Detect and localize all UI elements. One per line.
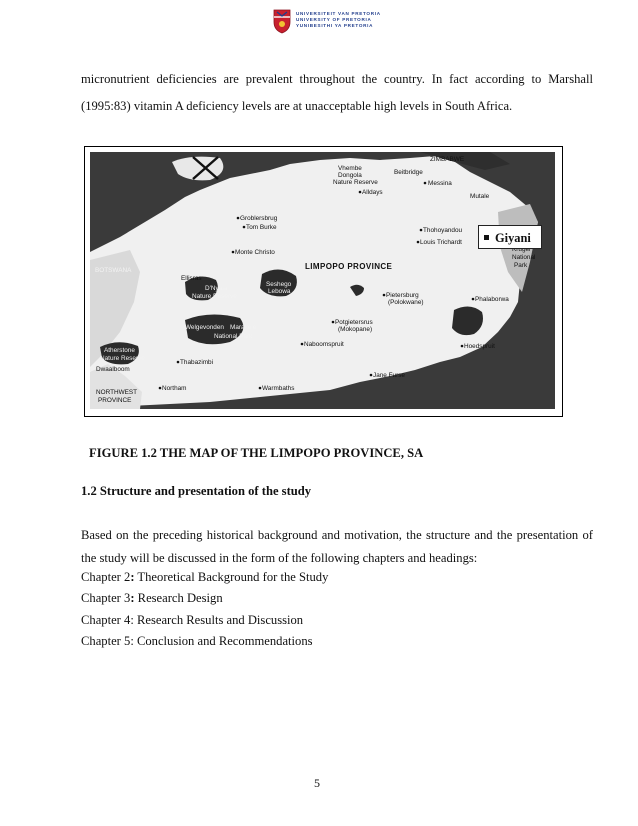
label-northwest-2: PROVINCE xyxy=(98,397,132,404)
map-figure xyxy=(84,146,563,417)
label-zimbabwe: ZIMBABWE xyxy=(430,156,465,163)
label-province-title: LIMPOPO PROVINCE xyxy=(305,262,393,271)
label-nature-reserve-1: Nature Reserve xyxy=(333,179,378,186)
label-northam: Northam xyxy=(162,385,187,392)
label-nature-reserve-3: Nature Reserve xyxy=(100,355,145,362)
intro-line-2: (1995:83) vitamin A deficiency levels are at unacceptable high levels in South Africa. xyxy=(81,99,513,113)
label-botswana: BOTSWANA xyxy=(95,267,132,274)
label-dwaalboom: Dwaalboom xyxy=(96,366,130,373)
giyani-label: Giyani xyxy=(495,231,531,245)
label-dongola: Dongola xyxy=(338,172,362,179)
label-pietersburg: Pietersburg xyxy=(386,292,419,299)
chapter-item: Chapter 3: Research Design xyxy=(81,591,223,606)
label-warmbaths: Warmbaths xyxy=(262,385,295,392)
label-mokopane: (Mokopane) xyxy=(338,326,373,333)
logo-wordmark: UNIVERSITEIT VAN PRETORIA UNIVERSITY OF PRETORIA YUNIBESITHI YA PRETORIA xyxy=(296,11,381,29)
label-vhembe: Vhembe xyxy=(338,165,362,172)
label-potgietersrus: Potgietersrus xyxy=(335,319,373,326)
body-line-2: the study will be discussed in the form of the following chapters and headings: xyxy=(81,551,478,565)
limpopo-map xyxy=(90,152,555,409)
chapter-item: Chapter 4: Research Results and Discussion xyxy=(81,612,304,627)
label-kruger-3: Park xyxy=(514,262,528,269)
label-messina: Messina xyxy=(428,180,452,187)
university-logo xyxy=(272,8,392,34)
label-atherstone: Atherstone xyxy=(104,347,135,354)
label-dnyala: D'Nyala xyxy=(205,285,228,292)
label-thabazimbi: Thabazimbi xyxy=(180,359,214,366)
chapter-item: Chapter 5: Conclusion and Recommendations xyxy=(81,634,313,649)
intro-line-1: micronutrient deficiencies are prevalent throughout the country. In fact according to Marshall xyxy=(81,72,593,86)
label-louis-trichardt: Louis Trichardt xyxy=(420,239,462,246)
label-national-park: National Park xyxy=(214,333,253,340)
label-hoedspruit: Hoedspruit xyxy=(464,343,495,350)
label-nature-reserve-2: Nature Reserve xyxy=(192,293,237,300)
label-thohoyandou: Thohoyandou xyxy=(423,227,463,234)
label-northwest-1: NORTHWEST xyxy=(96,389,138,396)
label-kruger-2: National xyxy=(512,254,536,261)
page-number: 5 xyxy=(314,776,320,790)
label-mutale: Mutale xyxy=(470,193,490,200)
label-tom-burke: Tom Burke xyxy=(246,224,277,231)
label-marakele: Marakele xyxy=(230,324,257,331)
label-ellisras: Ellisras xyxy=(181,275,202,282)
crest-icon xyxy=(272,8,292,34)
bullet-square-icon xyxy=(484,235,489,240)
figure-caption: FIGURE 1.2 THE MAP OF THE LIMPOPO PROVINCE, SA xyxy=(89,446,424,460)
section-heading: 1.2 Structure and presentation of the study xyxy=(81,484,312,498)
chapter-list xyxy=(81,567,328,653)
label-naboomspruit: Naboomspruit xyxy=(304,341,344,348)
label-monte-christo: Monte Christo xyxy=(235,249,275,256)
label-jane-furse: Jane Furse xyxy=(373,372,405,379)
label-seshego-1: Seshego xyxy=(266,281,292,288)
label-groblersbrug: Groblersbrug xyxy=(240,215,278,222)
label-welgevonden: Welgevonden xyxy=(185,324,224,331)
label-seshego-2: Lebowa xyxy=(268,288,291,295)
label-phalaborwa: Phalaborwa xyxy=(475,296,509,303)
chapter-item: Chapter 2: Theoretical Background for the Study xyxy=(81,570,329,584)
giyani-callout xyxy=(478,225,542,249)
map-drawing xyxy=(90,152,555,409)
body-line-1: Based on the preceding historical background and motivation, the structure and the presentation of xyxy=(81,528,593,542)
label-polokwane: (Polokwane) xyxy=(388,299,424,306)
label-beitbridge: Beitbridge xyxy=(394,169,423,176)
label-alldays: Alldays xyxy=(362,189,383,196)
